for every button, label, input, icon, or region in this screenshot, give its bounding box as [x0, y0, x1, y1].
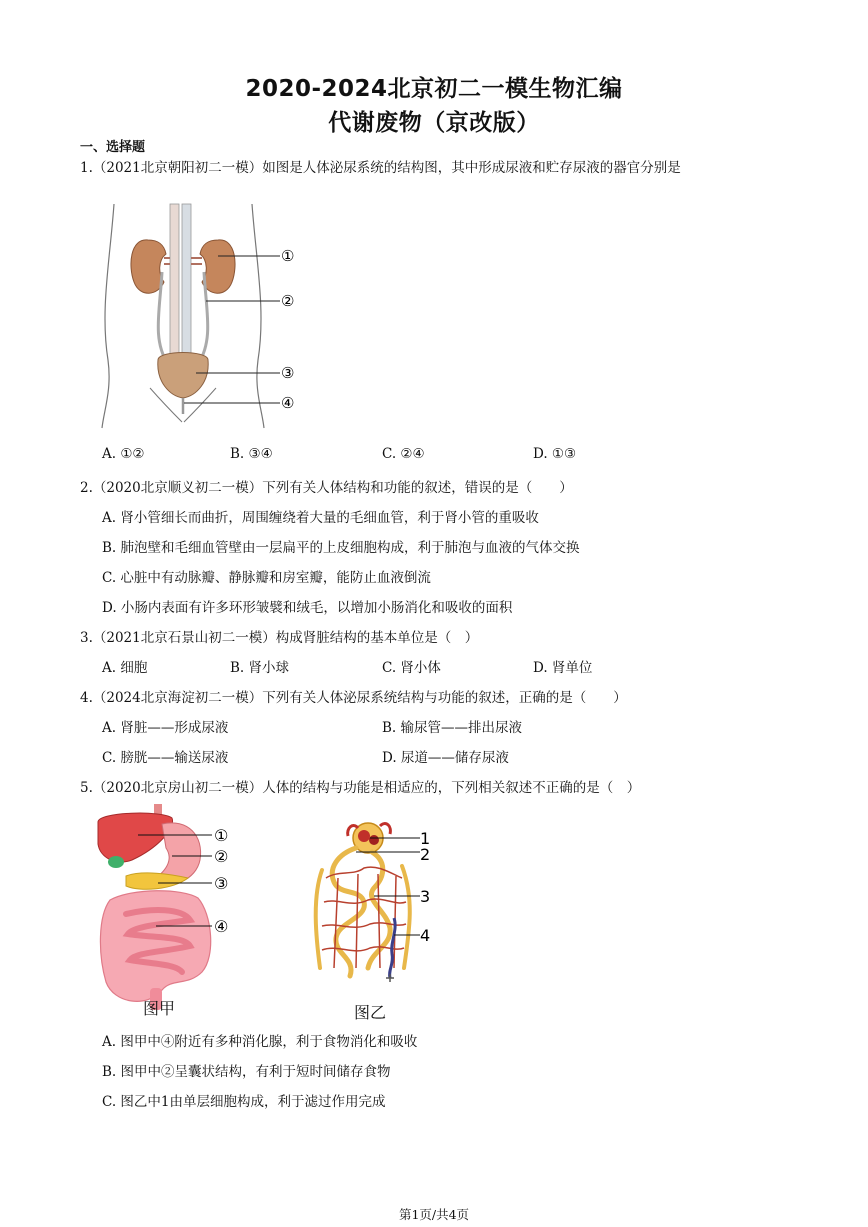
- option-d: D. 肾单位: [533, 660, 593, 676]
- bladder: [158, 353, 208, 399]
- figure-caption: 图乙: [354, 1003, 387, 1022]
- option-a: A. ①②: [102, 446, 145, 462]
- liver: [98, 813, 173, 862]
- body-outline: [252, 204, 264, 428]
- nephron-figure: [298, 818, 448, 996]
- option-c: C. 肾小体: [382, 660, 441, 676]
- figure-label: ③: [214, 874, 229, 893]
- page-number: 第1页/共4页: [398, 1207, 470, 1222]
- option-c: C. 心脏中有动脉瓣、静脉瓣和房室瓣，能防止血液倒流: [102, 570, 431, 586]
- gallbladder: [108, 856, 124, 868]
- option-d: D. ①③: [533, 446, 577, 462]
- option-c: C. ②④: [382, 446, 425, 462]
- figure-label: 1: [420, 829, 431, 848]
- option-a: A. 细胞: [102, 660, 148, 676]
- figure-label: 4: [420, 926, 431, 945]
- figure-label: ④: [214, 917, 229, 936]
- figure-label: ③: [281, 364, 295, 382]
- figure-label: 2: [420, 845, 431, 864]
- question-3-text: 3.（2021北京石景山初二一模）构成肾脏结构的基本单位是（ ）: [80, 630, 479, 646]
- option-b: B. ③④: [230, 446, 273, 462]
- option-b: B. 肺泡壁和毛细血管壁由一层扁平的上皮细胞构成，利于肺泡与血液的气体交换: [102, 540, 580, 556]
- figure-caption: 图甲: [143, 999, 176, 1018]
- document-subtitle: 代谢废物（京改版）: [328, 110, 540, 136]
- ureter-left: [158, 272, 168, 364]
- vena-cava: [182, 204, 191, 354]
- option-d: D. 尿道——储存尿液: [382, 750, 509, 766]
- figure-label: ②: [214, 847, 229, 866]
- option-b: B. 图甲中②呈囊状结构，有利于短时间储存食物: [102, 1064, 391, 1080]
- option-a: A. 图甲中④附近有多种消化腺，利于食物消化和吸收: [102, 1034, 418, 1050]
- option-c: C. 膀胱——输送尿液: [102, 750, 229, 766]
- option-b: B. 输尿管——排出尿液: [382, 720, 523, 736]
- ureter-right: [198, 272, 208, 364]
- figure-label: ②: [281, 292, 295, 310]
- question-5-text: 5.（2020北京房山初二一模）人体的结构与功能是相适应的，下列相关叙述不正确的是（ ）: [80, 780, 641, 796]
- digestive-system-figure: [92, 804, 252, 1020]
- option-a: A. 肾小管细长而曲折，周围缠绕着大量的毛细血管，利于肾小管的重吸收: [102, 510, 539, 526]
- figure-label: ④: [281, 394, 295, 412]
- question-4-text: 4.（2024北京海淀初二一模）下列有关人体泌尿系统结构与功能的叙述，正确的是（ ）: [80, 690, 627, 706]
- option-d: D. 小肠内表面有许多环形皱襞和绒毛，以增加小肠消化和吸收的面积: [102, 600, 513, 616]
- figure-label: ①: [214, 826, 229, 845]
- option-b: B. 肾小球: [230, 660, 290, 676]
- urinary-system-figure: [100, 200, 310, 432]
- figure-label: ①: [281, 247, 295, 265]
- option-a: A. 肾脏——形成尿液: [102, 720, 229, 736]
- body-outline: [102, 204, 114, 428]
- aorta: [170, 204, 179, 354]
- document-title: 2020-2024北京初二一模生物汇编: [245, 76, 623, 102]
- figure-label: 3: [420, 887, 431, 906]
- question-2-text: 2.（2020北京顺义初二一模）下列有关人体结构和功能的叙述，错误的是（ ）: [80, 480, 573, 496]
- option-c: C. 图乙中1由单层细胞构成，利于滤过作用完成: [102, 1094, 386, 1110]
- question-1-text: 1.（2021北京朝阳初二一模）如图是人体泌尿系统的结构图，其中形成尿液和贮存尿液的器官分别是: [80, 160, 681, 176]
- section-heading: 一、选择题: [80, 140, 146, 155]
